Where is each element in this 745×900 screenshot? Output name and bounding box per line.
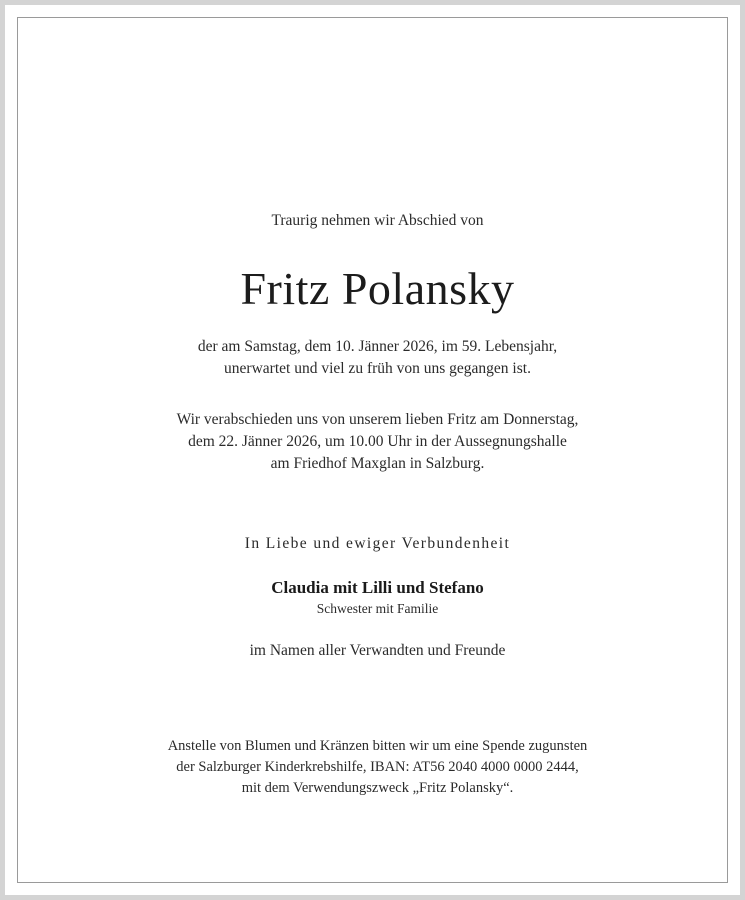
death-line-1: der am Samstag, dem 10. Jänner 2026, im 59. Lebensjahr, xyxy=(197,338,558,355)
intro-text: Traurig nehmen wir Abschied von xyxy=(271,212,484,229)
deceased-name: Fritz Polansky xyxy=(240,263,515,314)
motto-text: In Liebe und ewiger Verbundenheit xyxy=(244,535,511,552)
farewell-line-1: Wir verabschieden uns von unserem lieben Fritz am Donnerstag, xyxy=(176,411,579,428)
relatives-text: im Namen aller Verwandten und Freunde xyxy=(249,642,506,659)
donation-line-3: mit dem Verwendungszweck „Fritz Polansky“. xyxy=(241,780,514,796)
donation-line-1: Anstelle von Blumen und Kränzen bitten wir um eine Spende zugunsten xyxy=(167,738,588,754)
farewell-line-2: dem 22. Jänner 2026, um 10.00 Uhr in der Aussegnungshalle xyxy=(188,433,567,450)
death-line-2: unerwartet und viel zu früh von uns gegangen ist. xyxy=(224,360,531,377)
donation-line-2: der Salzburger Kinderkrebshilfe, IBAN: AT56 2040 4000 0000 2444, xyxy=(176,759,579,775)
family-names: Claudia mit Lilli und Stefano xyxy=(271,578,484,597)
farewell-line-3: am Friedhof Maxglan in Salzburg. xyxy=(270,455,485,472)
family-relation: Schwester mit Familie xyxy=(316,601,439,616)
